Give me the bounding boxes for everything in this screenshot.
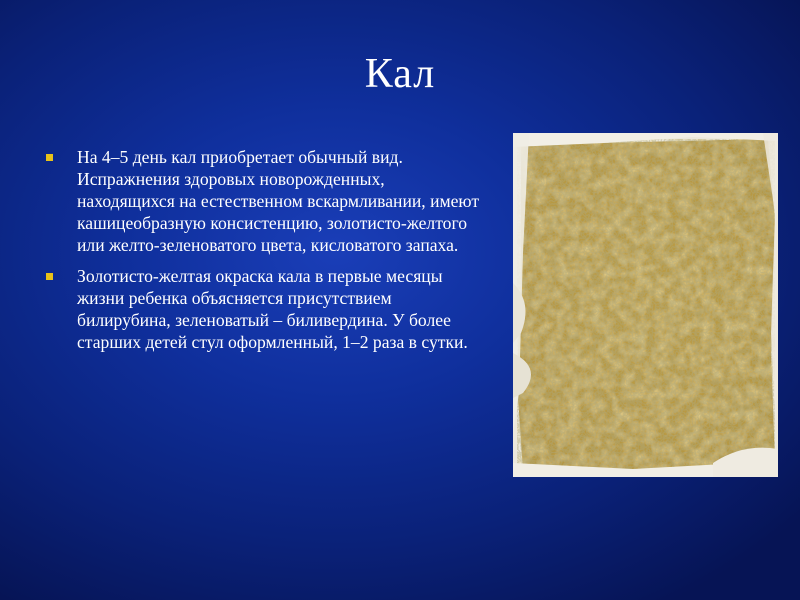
square-bullet-icon — [46, 273, 53, 280]
bullet-item — [44, 146, 484, 256]
bullet-list — [44, 146, 484, 362]
bullet-item — [44, 265, 484, 353]
square-bullet-icon — [46, 154, 53, 161]
bullet-text: На 4–5 день кал приобретает обычный вид. Испражнения здоровых новорожденных, находящихся на естественном вскармливании, имеют кашицеобразную консистенцию, золотисто-желтого или желто-зеленоватого цвета, кисловатого запаха. — [77, 147, 480, 255]
bullet-text: Золотисто-желтая окраска кала в первые месяцы жизни ребенка объясняется присутствием билирубина, зеленоватый – биливердина. У более старших детей стул оформленный, 1–2 раза в сутки. — [77, 266, 468, 352]
stool-sample-photo — [513, 133, 778, 477]
slide-title: Кал — [364, 51, 436, 97]
